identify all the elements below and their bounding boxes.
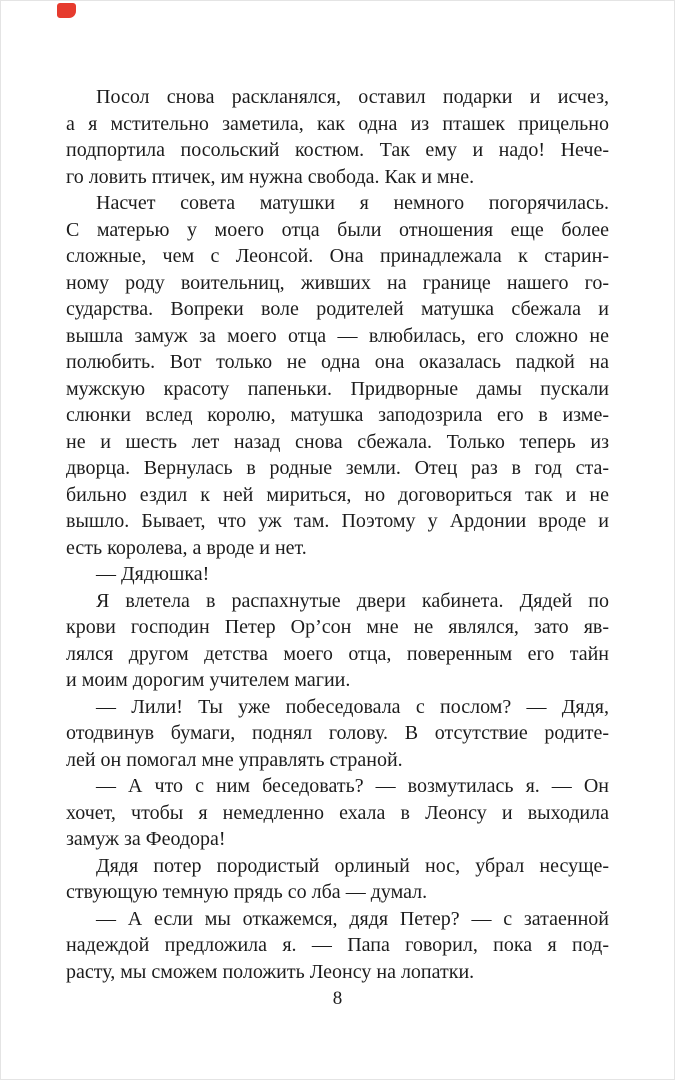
text-line: Я влетела в распахнутые двери кабинета. Дядей по	[96, 589, 609, 612]
text-line: есть королева, а вроде и нет.	[66, 536, 307, 559]
text-line: С матерью у моего отца были отношения еще более	[66, 218, 609, 241]
page-text-block	[66, 84, 609, 985]
text-line: надеждой предложила я. — Папа говорил, пока я под-	[66, 934, 609, 956]
text-line: и моим дорогим учителем магии.	[66, 669, 351, 691]
text-line: замуж за Феодора!	[66, 828, 226, 850]
text-line: а я мстительно заметила, как одна из пташек прицельно	[66, 112, 609, 135]
text-line: подпортила посольский костюм. Так ему и надо! Нече-	[66, 139, 609, 161]
corner-red-mark	[57, 3, 76, 18]
paragraph	[66, 853, 609, 906]
text-line: Посол снова раскланялся, оставил подарки и исчез,	[96, 86, 609, 108]
text-line: го ловить птичек, им нужна свобода. Как и мне.	[66, 165, 475, 188]
paragraph	[66, 84, 609, 190]
text-line: — Дядюшка!	[96, 563, 210, 585]
text-line: бильно ездил к ней мириться, но договориться так и не	[66, 483, 609, 506]
text-line: лялся другом детства моего отца, поверенным его тайн	[66, 642, 609, 665]
text-line: сложные, чем с Леонсой. Она принадлежала к старин-	[66, 245, 609, 267]
text-line: — А если мы откажемся, дядя Петер? — с затаенной	[96, 907, 609, 930]
text-line: дворца. Вернулась в родные земли. Отец раз в год ста-	[66, 457, 609, 479]
text-line: Дядя потер породистый орлиный нос, убрал несуще-	[96, 854, 609, 877]
text-line: Насчет совета матушки я немного погорячилась.	[96, 192, 609, 214]
text-line: крови господин Петер Ор’сон мне не являлся, зато яв-	[66, 616, 609, 638]
text-line: полюбить. Вот только не одна она оказалась падкой на	[66, 351, 609, 373]
text-line: расту, мы сможем положить Леонсу на лопатки.	[66, 960, 475, 983]
paragraph	[66, 588, 609, 694]
text-line: мужскую красоту папеньки. Придворные дамы пускали	[66, 377, 609, 400]
text-line: ствующую темную прядь со лба — думал.	[66, 881, 428, 903]
paragraph	[66, 561, 609, 588]
text-line: лей он помогал мне управлять страной.	[66, 748, 403, 771]
paragraph	[66, 190, 609, 561]
text-line: не и шесть лет назад снова сбежала. Только теперь из	[66, 430, 609, 453]
paragraph	[66, 906, 609, 986]
text-line: — Лили! Ты уже побеседовала с послом? — Дядя,	[96, 695, 609, 718]
paragraph	[66, 773, 609, 853]
text-line: — А что с ним беседовать? — возмутилась я. — Он	[96, 775, 609, 797]
page-number: 8	[332, 988, 343, 1009]
text-line: сударства. Вопреки воле родителей матушка сбежала и	[66, 298, 609, 320]
text-line: отодвинув бумаги, поднял голову. В отсутствие родите-	[66, 722, 609, 744]
text-line: слюнки вслед королю, матушка заподозрила его в изме-	[66, 404, 609, 426]
text-line: вышла замуж за моего отца — влюбилась, его сложно не	[66, 324, 609, 347]
text-line: хочет, чтобы я немедленно ехала в Леонсу и выходила	[66, 801, 609, 824]
paragraph	[66, 694, 609, 774]
text-line: ному роду воительниц, живших на границе нашего го-	[66, 271, 609, 294]
text-line: вышло. Бывает, что уж там. Поэтому у Ардонии вроде и	[66, 510, 609, 532]
